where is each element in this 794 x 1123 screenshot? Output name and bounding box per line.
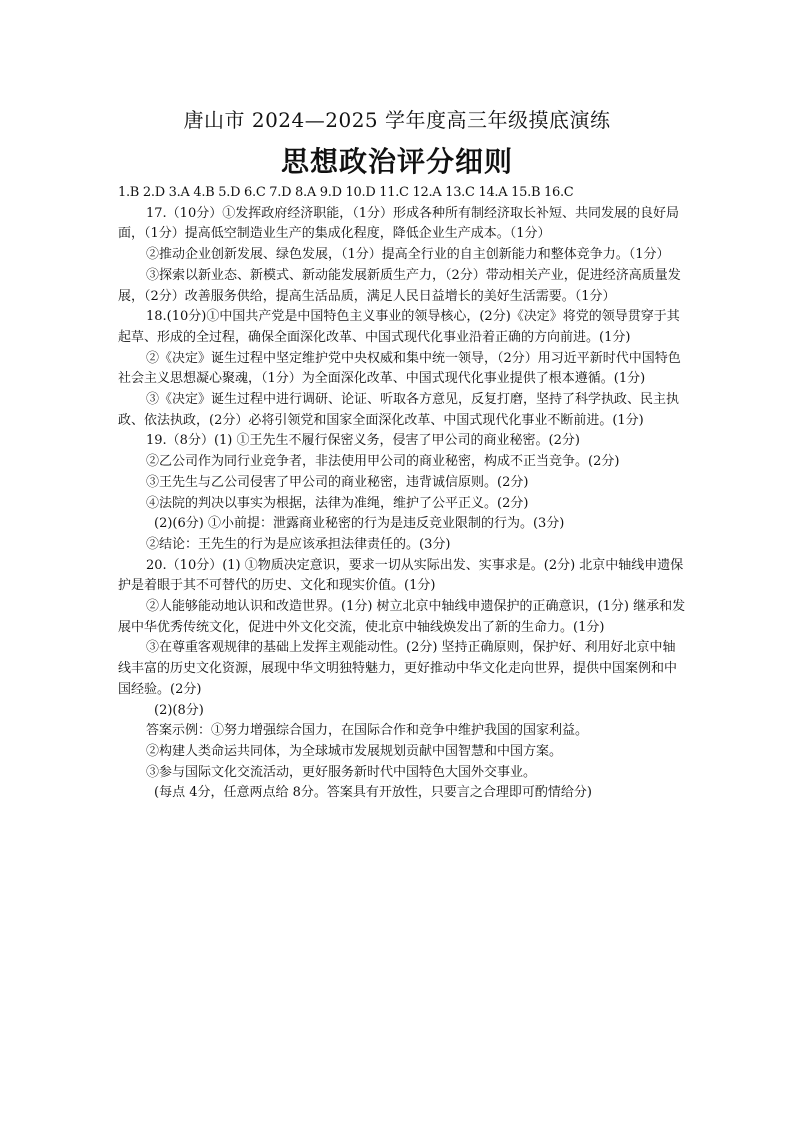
- q18-point-1: 18.(10分)①中国共产党是中国特色主义事业的领导核心，(2分)《决定》将党的领导贯穿于其起草、形成的全过程，确保全面深化改革、中国式现代化事业沿着正确的方向前进。(1分): [118, 309, 680, 345]
- q20-part2-example-3: ③参与国际文化交流活动，更好服务新时代中国特色大国外交事业。: [146, 764, 537, 780]
- q19-part1-point-3: ③王先生与乙公司侵害了甲公司的商业秘密，违背诚信原则。(2分): [146, 474, 529, 490]
- q19-part2-point-1: (2)(6分) ①小前提：泄露商业秘密的行为是违反竞业限制的行为。(3分): [154, 516, 565, 532]
- exam-title: 唐山市 2024—2025 学年度高三年级摸底演练: [183, 108, 611, 132]
- answer-body: [118, 183, 686, 804]
- q19-part2-point-2: ②结论：王先生的行为是应该承担法律责任的。(3分): [146, 536, 451, 552]
- q19-part1-point-4: ④法院的判决以事实为根据，法律为准绳，维护了公平正义。(2分): [146, 495, 529, 511]
- q20-part1-point-3: ③在尊重客观规律的基础上发挥主观能动性。(2分) 坚持正确原则，保护好、利用好北京中轴线丰富的历史文化资源，展现中华文明独特魅力，更好推动中华文化走向世界，提供中国案例和中国经验。(2分): [118, 640, 678, 697]
- q20-part2-example-2: ②构建人类命运共同体，为全球城市发展规划贡献中国智慧和中国方案。: [146, 743, 563, 759]
- page-title: 思想政治评分细则: [280, 145, 513, 178]
- q20-part1-point-2: ②人能够能动地认识和改造世界。(1分) 树立北京中轴线申遗保护的正确意识，(1分) 继承和发展中华优秀传统文化，促进中外文化交流，使北京中轴线焕发出了新的生命力。(1分): [118, 599, 686, 635]
- q20-part1-point-1: 20.（10分）(1) ①物质决定意识，要求一切从实际出发、实事求是。(2分) 北京中轴线申遗保护是着眼于其不可替代的历史、文化和现实价值。(1分): [118, 557, 684, 594]
- q18-point-2: ②《决定》诞生过程中坚定维护党中央权威和集中统一领导，（2分）用习近平新时代中国特色社会主义思想凝心聚魂，（1分）为全面深化改革、中国式现代化事业提供了根本遵循。(1分): [118, 350, 681, 387]
- multiple-choice-answers: 1.B 2.D 3.A 4.B 5.D 6.C 7.D 8.A 9.D 10.D 11.C 12.A 13.C 14.A 15.B 16.C: [118, 185, 574, 200]
- q20-scoring-note: (每点 4分，任意两点给 8分。答案具有开放性，只要言之合理即可酌情给分): [154, 785, 592, 801]
- q20-part2-example-1: 答案示例：①努力增强综合国力，在国际合作和竞争中维护我国的国家利益。: [146, 723, 589, 739]
- q19-part1-point-2: ②乙公司作为同行业竞争者，非法使用甲公司的商业秘密，构成不正当竞争。(2分): [146, 454, 620, 470]
- q17-point-1: 17.（10分）①发挥政府经济职能，（1分）形成各种所有制经济取长补短、共同发展的良好局面，（1分）提高低空制造业生产的集成化程度，降低企业生产成本。（1分）: [118, 205, 679, 242]
- q17-point-2: ②推动企业创新发展、绿色发展，（1分）提高全行业的自主创新能力和整体竞争力。（1分）: [146, 247, 670, 263]
- q20-part2-heading: (2)(8分): [154, 702, 204, 718]
- q19-part1-point-1: 19.（8分）(1) ①王先生不履行保密义务，侵害了甲公司的商业秘密。(2分): [146, 433, 580, 449]
- q17-point-3: ③探索以新业态、新模式、新动能发展新质生产力，（2分）带动相关产业，促进经济高质量发展，（2分）改善服务供给，提高生活品质，满足人民日益增长的美好生活需要。（1分）: [118, 267, 681, 304]
- q18-point-3: ③《决定》诞生过程中进行调研、论证、听取各方意见，反复打磨，坚持了科学执政、民主执政、依法执政，(2分）必将引领党和国家全面深化改革、中国式现代化事业不断前进。(1分): [118, 392, 680, 428]
